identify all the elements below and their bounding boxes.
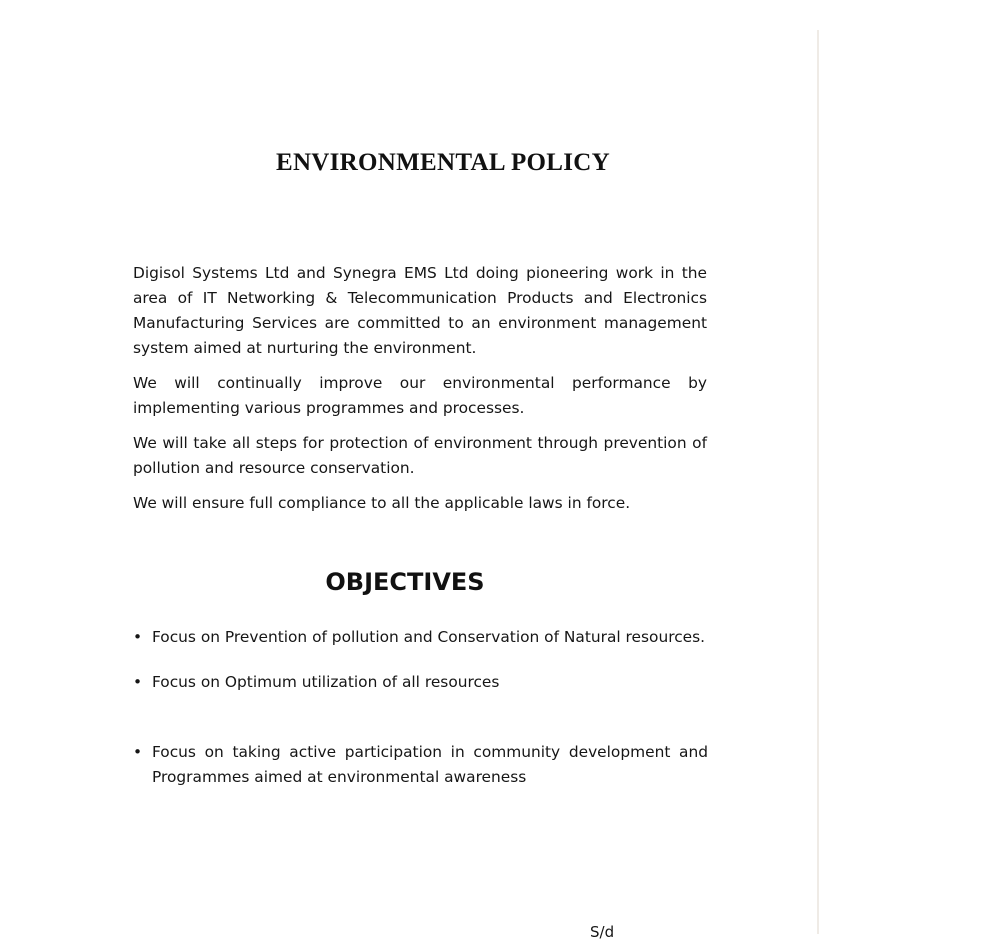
policy-paragraph: We will continually improve our environmental performance by implementing various programmes and processes. (133, 374, 707, 417)
bullet-icon: • (133, 628, 143, 646)
policy-paragraph: We will take all steps for protection of environment through prevention of pollution and resource conservation. (133, 434, 707, 477)
page-title: ENVIRONMENTAL POLICY (275, 149, 611, 176)
list-item (133, 740, 708, 790)
policy-paragraph: We will ensure full compliance to all the applicable laws in force. (133, 494, 631, 512)
bullet-icon: • (133, 743, 143, 761)
bullet-icon: • (133, 673, 143, 691)
objective-text: Focus on Optimum utilization of all resources (152, 673, 500, 691)
objective-text: Focus on taking active participation in community development and Programmes aimed at environmental awareness (152, 743, 708, 786)
signature-mark: S/d (590, 923, 615, 941)
list-item (133, 625, 708, 650)
objectives-heading: OBJECTIVES (325, 568, 485, 596)
objectives-list (133, 625, 708, 790)
policy-paragraph: Digisol Systems Ltd and Synegra EMS Ltd doing pioneering work in the area of IT Networking & Telecommunication Products and Electronics Manufacturing Services are committed to an environment management system aimed at nurturing the environment. (133, 264, 707, 357)
page-edge-divider (817, 30, 819, 934)
list-item (133, 670, 708, 695)
policy-body (133, 261, 707, 526)
objective-text: Focus on Prevention of pollution and Conservation of Natural resources. (152, 628, 706, 646)
